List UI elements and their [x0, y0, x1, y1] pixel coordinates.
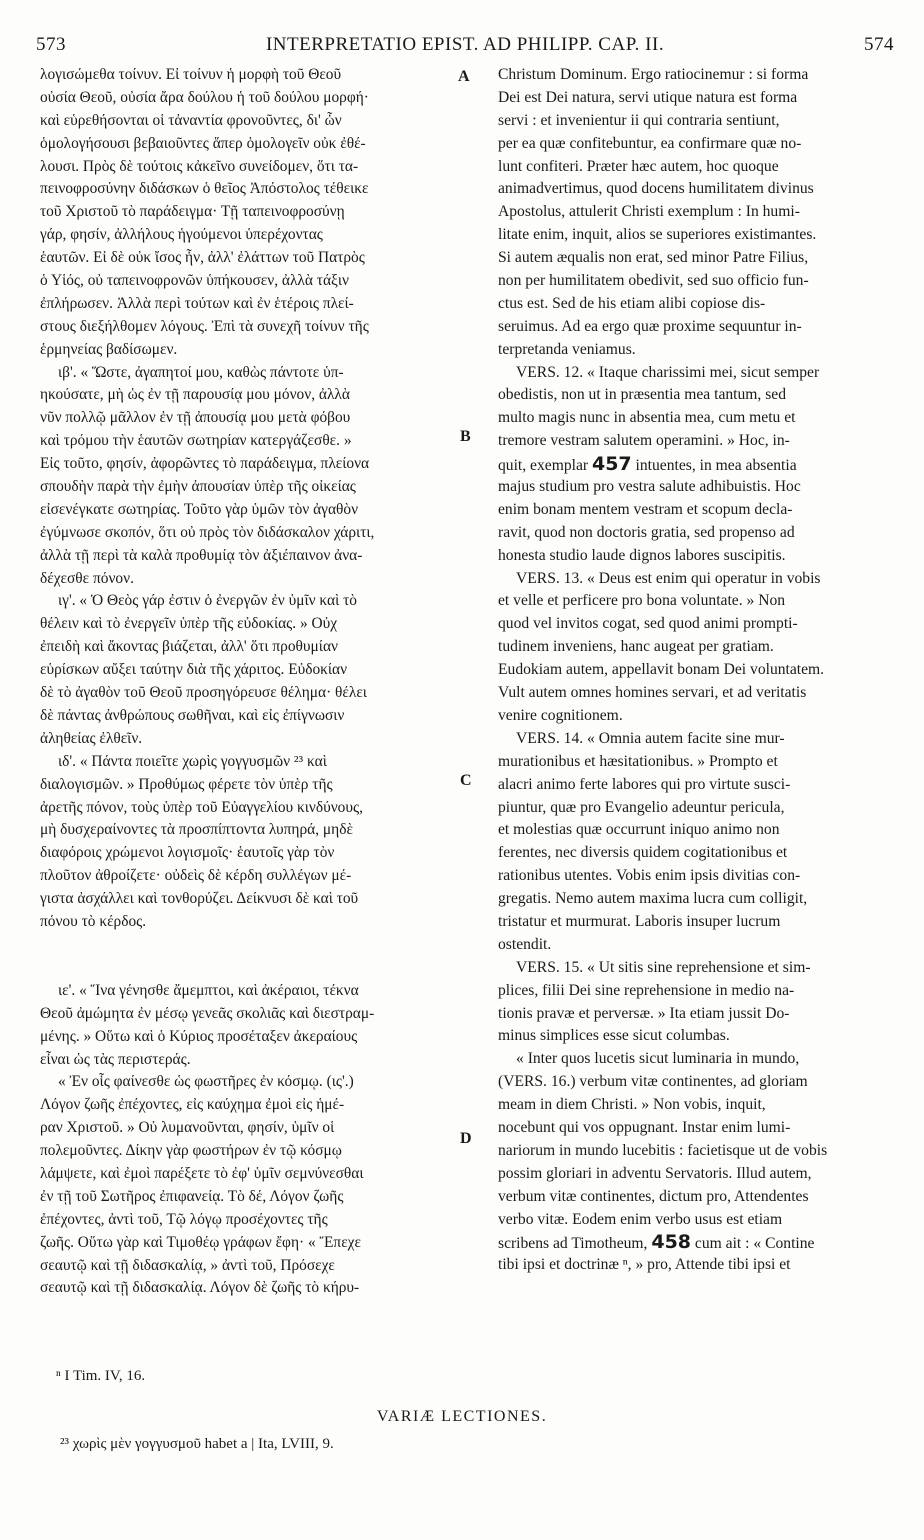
latin-text-line: plices, filii Dei sine reprehensione in medio na- [498, 981, 795, 999]
greek-text-line: στους διεξήλθομεν λόγους. Ἐπὶ τὰ συνεχῆ τοίνυν τῆς [40, 317, 369, 335]
greek-text-line: σεαυτῷ καὶ τῇ διδασκαλίᾳ, » ἀντὶ τοῦ, Πρόσεχε [40, 1256, 335, 1274]
latin-text-line: Eudokiam autem, appellavit bonam Dei voluntatem. [498, 661, 825, 679]
greek-text-line: οὐσία Θεοῦ, οὐσία ἄρα δούλου ἡ τοῦ δούλου μορφή· [40, 88, 369, 106]
latin-text-line: « Inter quos lucetis sicut luminaria in mundo, [516, 1050, 800, 1068]
latin-text-line: gregatis. Nemo autem maxima lucra cum colligit, [498, 890, 808, 908]
greek-text-line: ὁμολογήσουσι βεβαιοῦντες ἅπερ ὁμολογεῖν οὐκ ἐθέ- [40, 134, 366, 152]
latin-text-line: et velle et perficere pro bona voluntate. » Non [498, 592, 786, 610]
greek-text-line: γιστα ἀσχάλλει καὶ τονθορύζει. Δείκνυσι δὲ καὶ τοῦ [40, 890, 359, 908]
latin-text-line: VERS. 12. « Itaque charissimi mei, sicut semper [516, 363, 820, 381]
greek-text-line: μὴ δυσχεραίνοντες τὰ προσπίπτοντα λυπηρά, μηδὲ [40, 821, 353, 839]
greek-text-column [40, 64, 458, 1300]
latin-text-line: alacri animo ferte labores qui pro virtute susci- [498, 775, 791, 793]
greek-text-line: Θεοῦ ἀμώμητα ἐν μέσῳ γενεᾶς σκολιᾶς καὶ διεστραμ- [40, 1004, 375, 1022]
latin-text-line: VERS. 15. « Ut sitis sine reprehensione et sim- [516, 958, 811, 976]
greek-text-line: εἶναι ὡς τὰς περιστεράς. [40, 1050, 191, 1068]
latin-text-line: Apostolus, attulerit Christi exemplum : In humi- [498, 203, 800, 221]
greek-text-line: δὲ τὸ ἀγαθὸν τοῦ Θεοῦ προσηγόρευσε θέλημα· θέλει [40, 684, 367, 702]
greek-text-line: ιβ'. « Ὥστε, ἀγαπητοί μου, καθὼς πάντοτε ὑπ- [58, 363, 344, 381]
variae-lectiones-note: ²³ χωρὶς μὲν γογγυσμοῦ habet a | Ita, LVIII, 9. [60, 1436, 334, 1452]
latin-text-line: seruimus. Ad ea ergo quæ proxime sequuntur in- [498, 317, 802, 335]
greek-text-line: ἀλλὰ τῇ περὶ τὰ καλὰ προθυμίᾳ τὸν ἀξιέπαινον ἀνα- [40, 546, 363, 564]
margin-letter-b: B [460, 428, 471, 445]
greek-text-line: ἐν τῇ τοῦ Σωτῆρος ἐπιφανείᾳ. Τὸ δέ, Λόγον ζωῆς [40, 1187, 344, 1205]
greek-text-line: δὲ πάντας ἀνθρώπους σωθῆναι, καὶ εἰς ἐπίγνωσιν [40, 706, 345, 724]
greek-text-line: εἰσενέγκατε σωτηρίας. Τοῦτο γὰρ ὑμῶν τὸν ἀγαθὸν [40, 500, 359, 518]
latin-text-line: VERS. 14. « Omnia autem facite sine mur- [516, 729, 785, 747]
latin-text-line: tristatur et murmurat. Laboris insuper lucrum [498, 912, 781, 930]
greek-text-line: μένης. » Οὕτω καὶ ὁ Κύριος προσέταξεν ἀκεραίους [40, 1027, 358, 1045]
greek-text-line: ἀρετῆς πόνον, τοὺς ὑπὲρ τοῦ Εὐαγγελίου κινδύνους, [40, 798, 363, 816]
latin-text-line: majus studium pro vestra salute adhibuistis. Hoc [498, 478, 801, 496]
latin-text-line: honesta studio laude dignos labores suscipitis. [498, 546, 786, 564]
latin-text-line: Christum Dominum. Ergo ratiocinemur : si forma [498, 66, 809, 83]
latin-text-line: animadvertimus, quod docens humilitatem divinus [498, 180, 814, 198]
latin-text-line: tudinem inveniens, hanc augeat per gratiam. [498, 638, 774, 656]
greek-text-line: λάμψετε, καὶ ἐμοὶ παρέξετε τὸ ἐφ' ὑμῖν σεμνύνεσθαι [40, 1164, 364, 1182]
greek-text-line: ιγ'. « Ὁ Θεὸς γάρ ἐστιν ὁ ἐνεργῶν ἐν ὑμῖν καὶ τὸ [58, 592, 357, 610]
latin-text-line: VERS. 13. « Deus est enim qui operatur in vobis [516, 569, 821, 587]
greek-text-line: ἑρμηνείας βαδίσωμεν. [40, 340, 178, 358]
latin-text-line: piuntur, quæ pro Evangelio adeuntur pericula, [498, 798, 785, 816]
latin-text-line: nocebunt qui vos oppugnant. Instar enim lumi- [498, 1118, 791, 1136]
latin-text-line: litate enim, inquit, alios se superiores existimantes. [498, 226, 817, 244]
running-title: INTERPRETATIO EPIST. AD PHILIPP. CAP. II. [265, 34, 665, 55]
latin-text-line: lunt confiteri. Præter hæc autem, hoc quoque [498, 157, 779, 175]
greek-text-line: πλοῦτον ἀθροίζετε· οὐδεὶς δὲ κέρδη συλλέγων μέ- [40, 867, 352, 885]
greek-text-line: πόνου τὸ κέρδος. [40, 912, 147, 930]
margin-letter-c: C [460, 772, 472, 789]
latin-text-line: per ea quæ confitebuntur, ea confirmare quæ no- [498, 134, 802, 152]
latin-text-line: et molestias quæ occurrunt iniquo animo non [498, 821, 780, 839]
footnote: ⁿ I Tim. IV, 16. [56, 1368, 146, 1384]
latin-text-line: ferentes, nec diversis quidem cogitationibus et [498, 844, 788, 862]
latin-text-line: verbum vitæ continentes, dictum pro, Attendentes [498, 1187, 809, 1205]
margin-letter-d: D [460, 1130, 472, 1147]
latin-text-line: Si autem æqualis non erat, sed minor Patre Filius, [498, 249, 809, 267]
greek-text-line: ὁ Υἱός, οὐ ταπεινοφρονῶν ὑπήκουσεν, ἀλλὰ τάξιν [40, 272, 349, 290]
latin-text-line: ctus est. Sed de his etiam alibi copiose dis- [498, 294, 766, 312]
greek-text-line: ἐπειδὴ καὶ ἄκοντας βιάζεται, ἀλλ' ὅτι προθυμίαν [40, 638, 338, 656]
latin-text-line: minus simplices esse sicut columbas. [498, 1027, 730, 1045]
column-number: 458 [651, 1231, 692, 1254]
greek-text-line: ιε'. « Ἵνα γένησθε ἄμεμπτοι, καὶ ἀκέραιοι, τέκνα [58, 981, 359, 999]
greek-text-line: νῦν πολλῷ μᾶλλον ἐν τῇ ἀπουσίᾳ μου μετὰ φόβου [40, 409, 351, 427]
page-number-right: 574 [864, 34, 894, 55]
latin-text-line: quit, exemplar 457 intuentes, in mea absentia [498, 453, 797, 476]
greek-text-line: « Ἐν οἷς φαίνεσθε ὡς φωστῆρες ἐν κόσμῳ. (ις'.) [58, 1073, 354, 1091]
latin-text-column [498, 64, 892, 1277]
latin-text-line: non per humilitatem obedivit, sed suo officio fun- [498, 272, 809, 290]
greek-text-line: Λόγον ζωῆς ἐπέχοντες, εἰς καύχημα ἐμοὶ εἰς ἡμέ- [40, 1096, 345, 1114]
greek-text-line: ἐπλήρωσεν. Ἀλλὰ περὶ τούτων καὶ ἐν ἑτέροις πλεί- [40, 294, 354, 312]
latin-text-line: obedistis, non ut in præsentia mea tantum, sed [498, 386, 787, 404]
paragraph-gap [40, 934, 458, 980]
greek-text-line: τοῦ Χριστοῦ τὸ παράδειγμα· Τῇ ταπεινοφροσύνῃ [40, 203, 345, 221]
latin-text-line: nariorum in mundo lucebitis : facietisque ut de vobis [498, 1141, 828, 1159]
column-number: 457 [591, 453, 632, 476]
latin-text-line: scribens ad Timotheum, 458 cum ait : « Contine [498, 1231, 815, 1254]
margin-letter-a: A [458, 68, 470, 85]
greek-text-line: σπουδὴν παρὰ τὴν ἐμὴν ἀπουσίαν ὑπὲρ τῆς οἰκείας [40, 478, 356, 496]
latin-text-line: servi : et invenientur ii qui contraria sentiunt, [498, 111, 780, 129]
latin-text-line: meam in diem Christi. » Non vobis, inquit, [498, 1096, 766, 1114]
latin-text-line: venire cognitionem. [498, 706, 623, 724]
running-header [36, 34, 894, 60]
latin-text-line: terpretanda veniamus. [498, 340, 636, 358]
greek-text-line: ηκούσατε, μὴ ὡς ἐν τῇ παρουσίᾳ μου μόνον, ἀλλὰ [40, 386, 350, 404]
greek-text-line: Εἰς τοῦτο, φησίν, ἀφορῶντες τὸ παράδειγμα, πλείονα [40, 455, 370, 473]
greek-text-line: καὶ εὑρεθήσονται οἱ τἀναντία φρονοῦντες, δι' ὧν [40, 111, 342, 129]
greek-text-line: διαλογισμῶν. » Προθύμως φέρετε τὸν ὑπὲρ τῆς [40, 775, 333, 793]
greek-text-line: ἑαυτῶν. Εἰ δὲ οὐκ ἴσος ἦν, ἀλλ' ἐλάττων τοῦ Πατρὸς [40, 249, 365, 267]
latin-text-line: enim bonam mentem vestram et scopum decla- [498, 500, 793, 518]
greek-text-line: καὶ τρόμου τὴν ἑαυτῶν σωτηρίαν κατεργάζεσθε. » [40, 432, 352, 450]
greek-text-line: γάρ, φησίν, ἀλλήλους ἡγούμενοι ὑπερέχοντας [40, 226, 323, 244]
latin-text-line: Dei est Dei natura, servi utique natura est forma [498, 88, 798, 106]
latin-text-line: quod vel invitos cogat, sed quod animi prompti- [498, 615, 798, 633]
greek-text-line: θέλειν καὶ τὸ ἐνεργεῖν ὑπὲρ τῆς εὐδοκίας. » Οὐχ [40, 615, 338, 633]
latin-text-line: multo magis nunc in absentia mea, cum metu et [498, 409, 796, 427]
latin-text-line: possim gloriari in adventu Servatoris. Illud autem, [498, 1164, 812, 1182]
latin-text-line: verbo vitæ. Eodem enim verbo usus est etiam [498, 1210, 783, 1228]
greek-text-line: ζωῆς. Οὕτω γὰρ καὶ Τιμοθέῳ γράφων ἔφη· « Ἔπεχε [40, 1233, 361, 1251]
page-number-left: 573 [36, 34, 66, 55]
greek-text-line: διαφόροις χρώμενοι λογισμοῖς· ἑαυτοῖς γὰρ τὸν [40, 844, 335, 862]
latin-text-line: ravit, quod non doctoris gratia, sed propenso ad [498, 523, 795, 541]
latin-text-line: (VERS. 16.) verbum vitæ continentes, ad gloriam [498, 1073, 808, 1091]
greek-text-line: ραν Χριστοῦ. » Οὐ λυμανοῦνται, φησίν, ὑμῖν οἱ [40, 1119, 335, 1137]
greek-text-line: σεαυτῷ καὶ τῇ διδασκαλίᾳ. Λόγον δὲ ζωῆς τὸ κήρυ- [40, 1279, 360, 1297]
latin-text-line: tremore vestram salutem operamini. » Hoc, in- [498, 432, 790, 450]
greek-text-line: ἐγύμνωσε σκοπόν, ὅτι οὐ πρὸς τὸν διδάσκαλον χάριτι, [40, 523, 375, 541]
latin-text-line: rationibus utentes. Vobis enim ipsis divitias con- [498, 867, 801, 885]
greek-text-line: ἐπέχοντες, ἀντὶ τοῦ, Τῷ λόγῳ προσέχοντες τῆς [40, 1210, 328, 1228]
latin-text-line: Vult autem omnes homines servari, et ad veritatis [498, 684, 807, 702]
variae-lectiones-heading: VARIÆ LECTIONES. [376, 1408, 548, 1425]
latin-text-line: ostendit. [498, 935, 552, 953]
latin-text-line: murationibus et hæsitationibus. » Prompto et [498, 752, 778, 770]
latin-text-line: tibi ipsi et doctrinæ ⁿ, » pro, Attende tibi ipsi et [498, 1256, 791, 1274]
greek-text-line: ιδ'. « Πάντα ποιεῖτε χωρὶς γογγυσμῶν ²³ καὶ [58, 752, 327, 770]
greek-text-line: ἀληθείας ἐλθεῖν. [40, 729, 143, 747]
greek-text-line: δέχεσθε πόνον. [40, 569, 134, 587]
greek-text-line: πεινοφροσύνην διδάσκων ὁ θεῖος Ἀπόστολος τέθεικε [40, 180, 369, 198]
greek-text-line: εὑρίσκων αὔξει ταύτην διὰ τῆς χάριτος. Εὐδοκίαν [40, 661, 348, 679]
greek-text-line: λουσι. Πρὸς δὲ τούτοις κἀκεῖνο συνείδομεν, ὅτι τα- [40, 157, 359, 175]
latin-text-line: tionis pravæ et perversæ. » Ita etiam jussit Do- [498, 1004, 790, 1022]
greek-text-line: πολεμοῦντες. Δίκην γὰρ φωστήρων ἐν τῷ κόσμῳ [40, 1142, 342, 1160]
greek-text-line: λογισώμεθα τοίνυν. Εἰ τοίνυν ἡ μορφὴ τοῦ Θεοῦ [40, 66, 342, 83]
